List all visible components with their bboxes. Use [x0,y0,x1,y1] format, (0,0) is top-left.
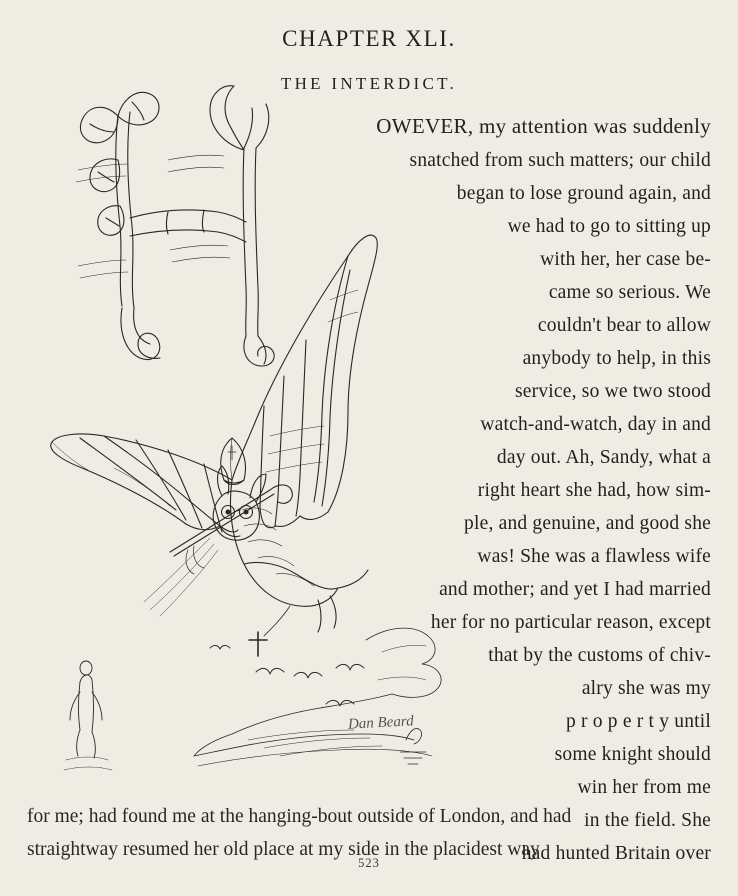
page-number: 523 [358,856,380,870]
text-line: watch-and-watch, day in and [480,414,711,435]
text-line: her for no particular reason, except [430,612,711,633]
text-line: straightway resumed her old place at my side in the placidest way [27,839,540,860]
text-line: anybody to help, in this [522,348,711,369]
chapter-illustration [18,40,448,780]
light-rays-icon [144,538,218,616]
chapter-subtitle: THE INTERDICT. [280,74,458,93]
text-line: p r o p e r t y until [565,711,711,732]
cloud-icon [194,628,441,766]
text-line: day out. Ah, Sandy, what a [496,447,711,468]
text-line: that by the customs of chiv- [488,645,711,666]
text-line: right heart she had, how sim- [477,480,711,501]
bat-bishop-icon [51,235,378,656]
page-title: CHAPTER XLI. [282,26,456,51]
text-line: win her from me [577,777,711,798]
artist-flourish-icon [400,728,426,764]
text-line: some knight should [554,744,711,765]
text-line: came so serious. We [548,282,711,303]
text-line: was! She was a flawless wife [477,546,711,567]
text-line: we had to go to sitting up [507,216,711,237]
text-line: in the field. She [584,810,711,831]
text-line: service, so we two stood [515,381,711,402]
text-line: alry she was my [581,678,711,699]
artist-signature: Dan Beard [347,713,415,733]
kneeling-figure-icon [64,661,112,770]
text-line: with her, her case be- [540,249,711,270]
text-line: and mother; and yet I had married [439,579,711,600]
text-line: snatched from such matters; our child [409,150,711,171]
ornamental-initial-H-icon [76,86,274,366]
text-line: had hunted Britain over [521,843,711,864]
small-bats-icon [210,645,364,706]
text-line: couldn't bear to allow [537,315,711,336]
text-line: for me; had found me at the hanging-bout outside of London, and had [27,806,572,827]
text-line: began to lose ground again, and [456,183,711,204]
text-line: OWEVER, my attention was suddenly [376,114,711,138]
text-line: ple, and genuine, and good she [464,513,711,534]
